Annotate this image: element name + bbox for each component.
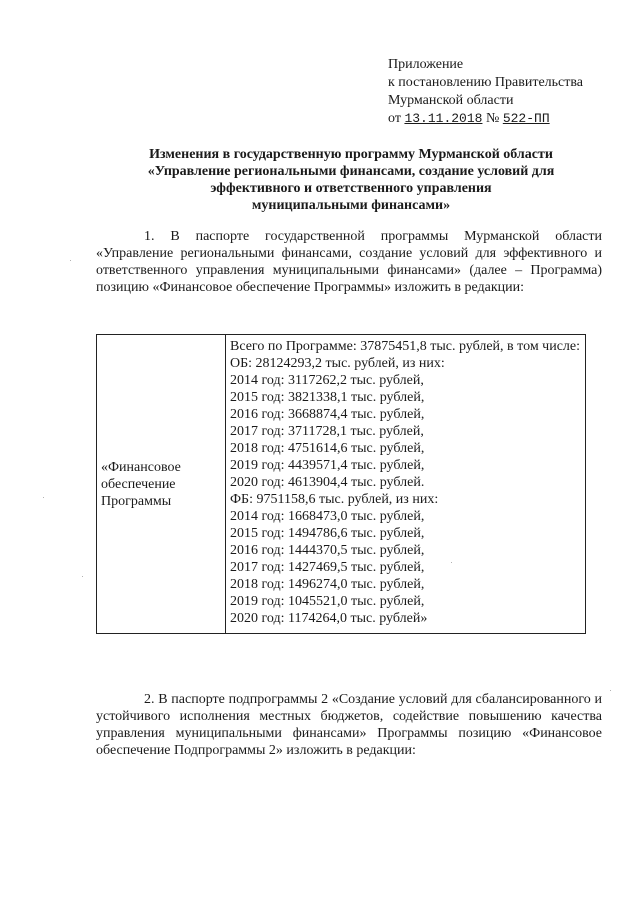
paragraph-2: 2. В паспорте подпрограммы 2 «Создание условий для сбалансированного и устойчивого исполнения местных бюджетов, содействие повышению качества управления муниципальными финансами» Программы позицию «Финансовое обеспечение Подпрограммы 2» изложить в редакции: [96,692,602,758]
resolution-number: 522-ПП [502,111,550,126]
program-total: Всего по Программе: 37875451,8 тыс. рублей, в том числе: [230,339,581,354]
scan-speck [451,562,452,563]
label-line-3: Программы [101,493,172,509]
fb-year-2017: 2017 год: 1427469,5 тыс. рублей, [230,560,425,575]
appendix-date-line [388,110,583,128]
ob-year-2017: 2017 год: 3711728,1 тыс. рублей, [230,424,424,439]
scan-speck [82,576,83,577]
resolution-date: 13.11.2018 [404,111,483,126]
table-label-cell [97,335,226,634]
scan-speck [43,497,44,498]
table-row [97,335,586,634]
financing-table [96,334,586,634]
ob-year-2020: 2020 год: 4613904,4 тыс. рублей. [230,475,425,490]
fb-year-2014: 2014 год: 1668473,0 тыс. рублей, [230,509,425,524]
title-line-1: Изменения в государственную программу Мурманской области [149,147,553,162]
fb-year-2016: 2016 год: 1444370,5 тыс. рублей, [230,543,425,558]
appendix-title: Приложение [388,57,464,72]
appendix-resolution: к постановлению Правительства [388,75,584,90]
title-line-4: муниципальными финансами» [251,198,451,213]
ob-year-2019: 2019 год: 4439571,4 тыс. рублей, [230,458,425,473]
ob-header: ОБ: 28124293,2 тыс. рублей, из них: [230,356,445,371]
ob-year-2014: 2014 год: 3117262,2 тыс. рублей, [230,373,424,388]
document-title [96,146,606,214]
label-line-1: «Финансовое [101,459,181,475]
table-values-cell [226,335,586,634]
fb-header: ФБ: 9751158,6 тыс. рублей, из них: [230,492,439,507]
scan-speck [610,690,611,691]
scan-speck [70,260,71,261]
appendix-region: Мурманской области [388,93,514,108]
paragraph-1: 1. В паспорте государственной программы Мурманской области «Управление региональными финансами, создание условий для эффективного и ответственного управления муниципальными финансами» (далее – Программа) позицию «Финансовое обеспечение Программы» изложить в редакции: [96,229,602,295]
ob-year-2015: 2015 год: 3821338,1 тыс. рублей, [230,390,425,405]
ob-year-2018: 2018 год: 4751614,6 тыс. рублей, [230,441,425,456]
fb-year-2019: 2019 год: 1045521,0 тыс. рублей, [230,594,425,609]
title-line-2: «Управление региональными финансами, создание условий для [147,164,555,179]
date-prefix: от [388,111,401,126]
label-line-2: обеспечение [101,476,176,492]
appendix-block [388,56,583,128]
fb-year-2018: 2018 год: 1496274,0 тыс. рублей, [230,577,425,592]
ob-year-2016: 2016 год: 3668874,4 тыс. рублей, [230,407,425,422]
fb-year-2020: 2020 год: 1174264,0 тыс. рублей» [230,611,428,626]
title-line-3: эффективного и ответственного управления [210,181,492,196]
fb-year-2015: 2015 год: 1494786,6 тыс. рублей, [230,526,425,541]
number-prefix: № [485,111,500,126]
